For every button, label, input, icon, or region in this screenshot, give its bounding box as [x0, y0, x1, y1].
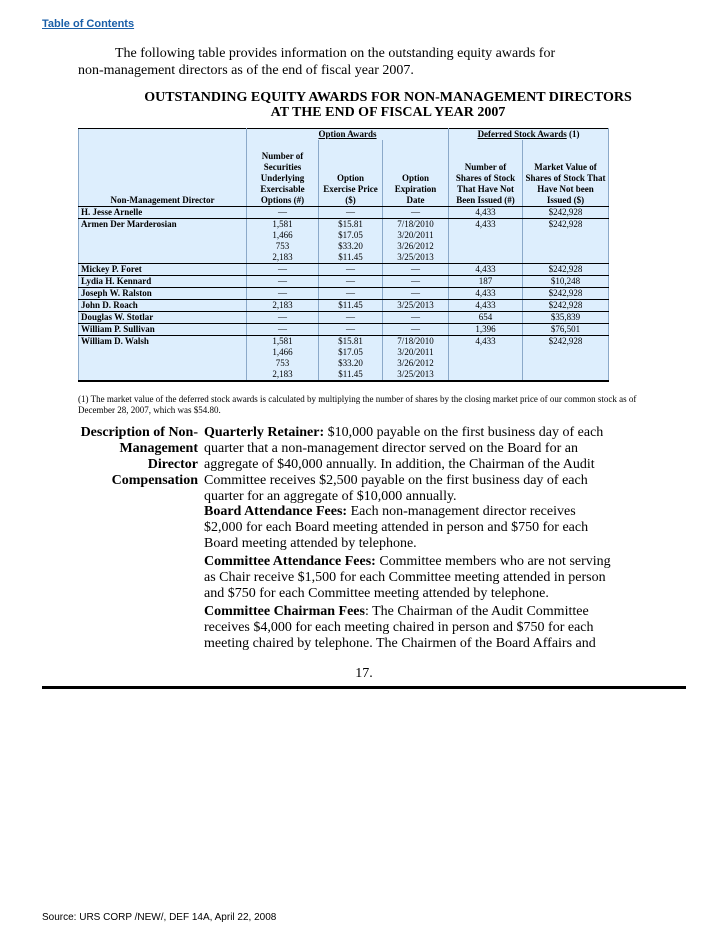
- cell-expiration: —: [383, 288, 449, 300]
- cell-name: William P. Sullivan: [79, 324, 247, 336]
- header-exercise-price: Option Exercise Price ($): [319, 140, 383, 207]
- cell-expiration: —: [383, 312, 449, 324]
- cell-shares: 4,433: [449, 207, 523, 219]
- cell-shares: 4,433: [449, 300, 523, 312]
- cell-shares: 4,433: [449, 288, 523, 300]
- cell-value: $242,928: [523, 300, 609, 312]
- cell-name: Douglas W. Stotlar: [79, 312, 247, 324]
- cell-price: $15.81 $17.05 $33.20 $11.45: [319, 336, 383, 382]
- cell-name: Mickey P. Foret: [79, 264, 247, 276]
- header-expiration-date: Option Expiration Date: [383, 140, 449, 207]
- compensation-side-heading: Description of Non-Management Director Compensation: [80, 425, 198, 488]
- cell-price: —: [319, 288, 383, 300]
- cell-value: $35,839: [523, 312, 609, 324]
- table-row: [79, 336, 609, 382]
- cell-shares: 654: [449, 312, 523, 324]
- table-of-contents-link[interactable]: Table of Contents: [42, 18, 135, 30]
- cell-price: $15.81 $17.05 $33.20 $11.45: [319, 219, 383, 264]
- intro-line-1: The following table provides information on the outstanding equity awards for: [115, 46, 556, 61]
- cell-securities: —: [247, 276, 319, 288]
- cell-expiration: 7/18/2010 3/20/2011 3/26/2012 3/25/2013: [383, 219, 449, 264]
- cell-price: $11.45: [319, 300, 383, 312]
- cell-price: —: [319, 324, 383, 336]
- equity-awards-table: [78, 128, 609, 382]
- committee-attendance-label: Committee Attendance Fees:: [204, 554, 376, 569]
- header-securities: Number of Securities Underlying Exercisable Options (#): [247, 140, 319, 207]
- cell-value: $242,928: [523, 336, 609, 382]
- cell-securities: —: [247, 324, 319, 336]
- cell-value: $242,928: [523, 264, 609, 276]
- cell-securities: —: [247, 207, 319, 219]
- quarterly-retainer-paragraph: Quarterly Retainer: $10,000 payable on the first business day of each quarter that a non-management director served on the Board for an aggregate of $40,000 annually. In addition, the Chairman of the Audit Committee receives $2,500 payable on the first business day of each quarter for an aggregate of $10,000 annually.: [204, 425, 604, 504]
- committee-attendance-paragraph: Committee Attendance Fees: Committee members who are not serving as Chair receive $1,500 for each Committee meeting attended in person and $750 for each Committee meeting attended by telephone.: [204, 554, 611, 601]
- cell-value: $76,501: [523, 324, 609, 336]
- cell-securities: —: [247, 288, 319, 300]
- cell-expiration: —: [383, 264, 449, 276]
- table-column-header-row: [79, 140, 609, 207]
- cell-name: Joseph W. Ralston: [79, 288, 247, 300]
- table-row: [79, 264, 609, 276]
- page-divider: [42, 686, 686, 689]
- cell-name: H. Jesse Arnelle: [79, 207, 247, 219]
- cell-securities: 1,581 1,466 753 2,183: [247, 336, 319, 382]
- cell-securities: 1,581 1,466 753 2,183: [247, 219, 319, 264]
- cell-securities: —: [247, 264, 319, 276]
- cell-shares: 4,433: [449, 219, 523, 264]
- header-unissued-shares: Number of Shares of Stock That Have Not Been Issued (#): [449, 140, 523, 207]
- page-number: 17.: [355, 666, 373, 681]
- table-title: [78, 90, 698, 120]
- cell-expiration: —: [383, 207, 449, 219]
- cell-securities: 2,183: [247, 300, 319, 312]
- source-citation: Source: URS CORP /NEW/, DEF 14A, April 22, 2008: [42, 912, 277, 923]
- cell-name: Lydia H. Kennard: [79, 276, 247, 288]
- cell-expiration: 3/25/2013: [383, 300, 449, 312]
- cell-price: —: [319, 276, 383, 288]
- cell-shares: 187: [449, 276, 523, 288]
- table-group-header-row: [79, 129, 609, 141]
- cell-expiration: 7/18/2010 3/20/2011 3/26/2012 3/25/2013: [383, 336, 449, 382]
- table-title-line-2: AT THE END OF FISCAL YEAR 2007: [270, 105, 506, 120]
- deferred-stock-group-header: Deferred Stock Awards (1): [449, 129, 609, 141]
- table-row: [79, 300, 609, 312]
- cell-shares: 4,433: [449, 336, 523, 382]
- header-market-value: Market Value of Shares of Stock That Have Not been Issued ($): [523, 140, 609, 207]
- table-row: [79, 276, 609, 288]
- table-title-line-1: OUTSTANDING EQUITY AWARDS FOR NON-MANAGEMENT DIRECTORS: [144, 90, 632, 105]
- cell-shares: 4,433: [449, 264, 523, 276]
- cell-name: Armen Der Marderosian: [79, 219, 247, 264]
- cell-name: William D. Walsh: [79, 336, 247, 382]
- cell-value: $242,928: [523, 288, 609, 300]
- cell-expiration: —: [383, 276, 449, 288]
- option-awards-group-header: Option Awards: [247, 129, 449, 141]
- cell-price: —: [319, 264, 383, 276]
- table-row: [79, 288, 609, 300]
- cell-securities: —: [247, 312, 319, 324]
- table-row: [79, 219, 609, 264]
- cell-value: $242,928: [523, 207, 609, 219]
- header-director: Non-Management Director: [79, 140, 247, 207]
- committee-chairman-label: Committee Chairman Fees: [204, 604, 365, 619]
- cell-shares: 1,396: [449, 324, 523, 336]
- cell-price: —: [319, 312, 383, 324]
- cell-value: $242,928: [523, 219, 609, 264]
- intro-paragraph: [78, 45, 678, 79]
- cell-value: $10,248: [523, 276, 609, 288]
- table-footnote: (1) The market value of the deferred stock awards is calculated by multiplying the number of shares by the closing market price of our common stock as of December 28, 2007, which was $54.80.: [78, 394, 637, 415]
- table-row: [79, 324, 609, 336]
- table-row: [79, 312, 609, 324]
- board-attendance-label: Board Attendance Fees:: [204, 504, 348, 519]
- quarterly-retainer-label: Quarterly Retainer:: [204, 425, 325, 440]
- cell-expiration: —: [383, 324, 449, 336]
- table-row: [79, 207, 609, 219]
- committee-chairman-paragraph: Committee Chairman Fees: The Chairman of the Audit Committee receives $4,000 for each meeting chaired in person and $750 for each meeting chaired by telephone. The Chairmen of the Board Affairs and: [204, 604, 596, 651]
- cell-name: John D. Roach: [79, 300, 247, 312]
- cell-price: —: [319, 207, 383, 219]
- board-attendance-paragraph: Board Attendance Fees: Each non-management director receives $2,000 for each Board meeting attended in person and $750 for each Board meeting attended by telephone.: [204, 504, 589, 551]
- intro-line-2: non-management directors as of the end of fiscal year 2007.: [78, 63, 414, 78]
